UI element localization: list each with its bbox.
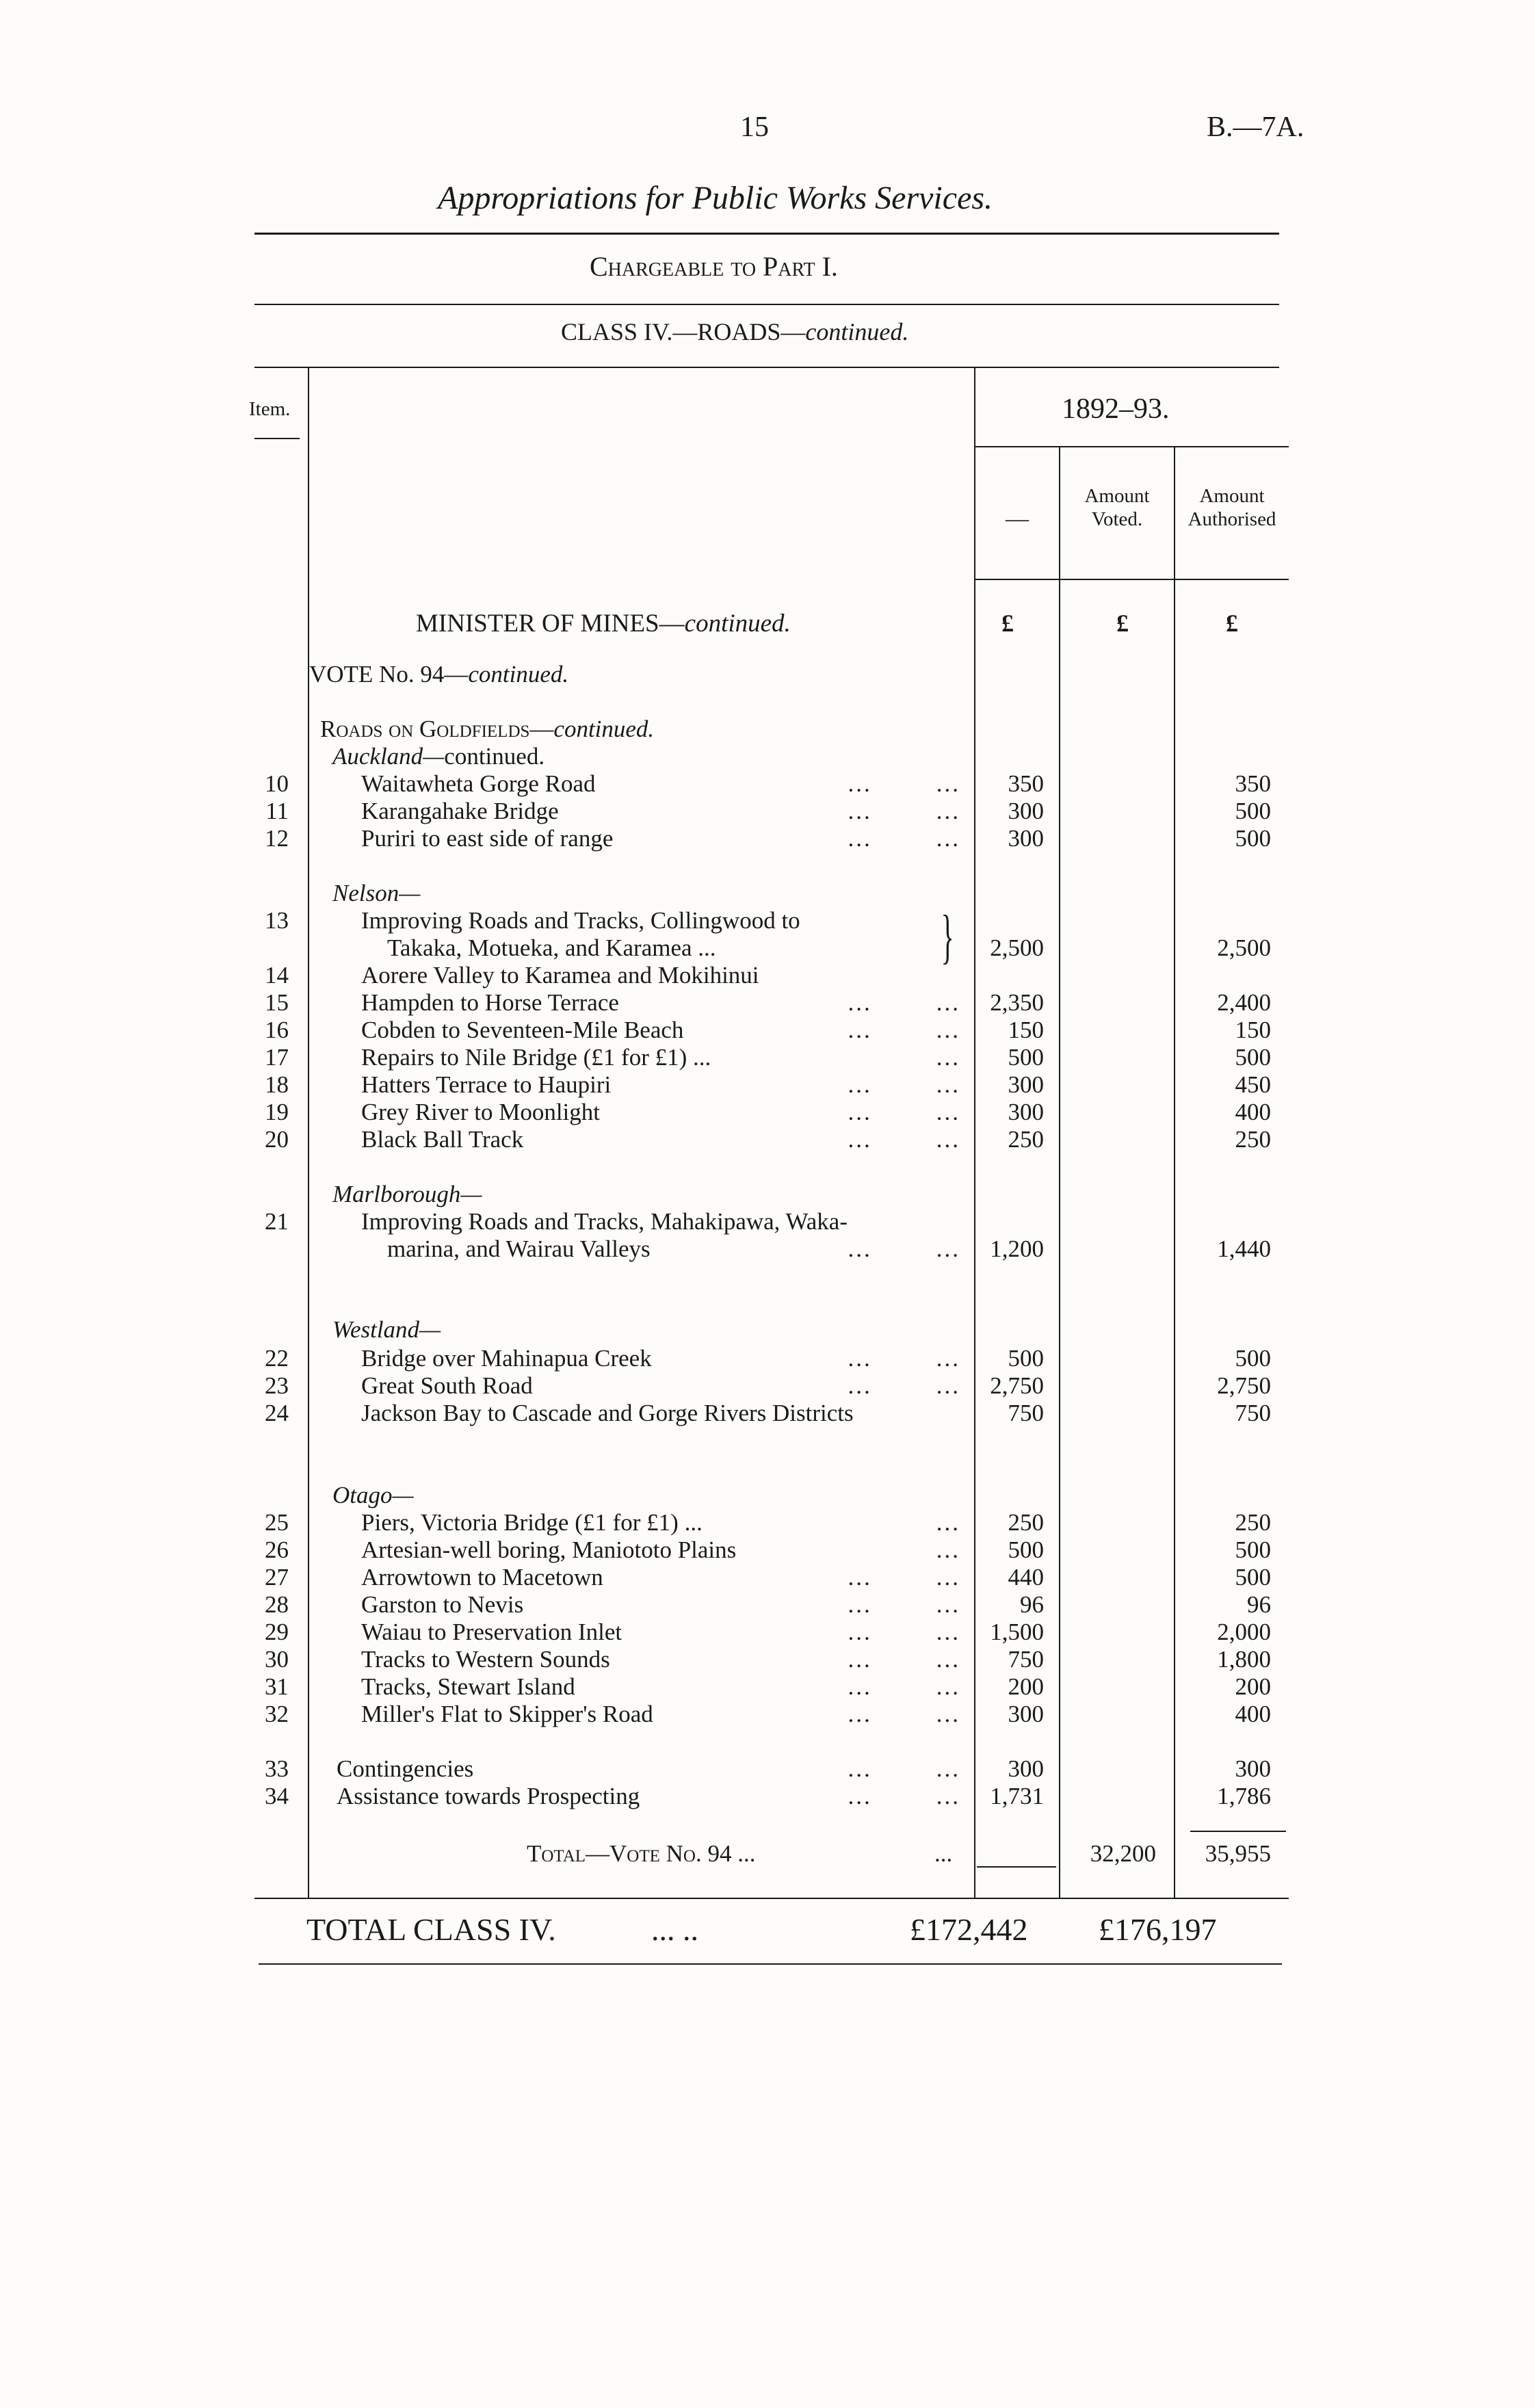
row-amount-authorised: 500 <box>1235 798 1271 824</box>
row-leader-dots: ... ... <box>848 1673 960 1700</box>
row-description: Hampden to Horse Terrace <box>361 989 619 1016</box>
row-description: Puriri to east side of range <box>361 825 614 852</box>
row-description: Takaka, Motueka, and Karamea ... <box>387 934 716 961</box>
vote-total-rule-c3 <box>1190 1831 1286 1832</box>
row-amount-col1: 500 <box>1008 1044 1044 1071</box>
row-amount-authorised: 250 <box>1235 1509 1271 1536</box>
vote-total-voted: 32,200 <box>1090 1840 1156 1867</box>
row-amount-authorised: 2,500 <box>1217 934 1271 961</box>
vote-total-authorised: 35,955 <box>1205 1840 1271 1867</box>
row-description: Grey River to Moonlight <box>361 1099 600 1125</box>
row-amount-authorised: 500 <box>1235 1345 1271 1372</box>
row-description: marina, and Wairau Valleys <box>387 1235 651 1262</box>
row-amount-authorised: 750 <box>1235 1400 1271 1426</box>
class-heading <box>561 317 908 346</box>
column-header-c1: — <box>1006 506 1029 532</box>
row-leader-dots: ... ... <box>848 1564 960 1591</box>
class-total-dots: ... .. <box>651 1912 698 1947</box>
row-description: Improving Roads and Tracks, Collingwood to <box>361 907 800 934</box>
otago-heading: Otago— <box>332 1482 414 1508</box>
row-amount-col1: 200 <box>1008 1673 1044 1700</box>
row-item-number: 18 <box>265 1071 289 1098</box>
row-item-number: 16 <box>265 1017 289 1043</box>
row-amount-authorised: 400 <box>1235 1099 1271 1125</box>
class-heading-suffix: continued. <box>805 318 909 345</box>
row-amount-col1: 2,350 <box>990 989 1044 1016</box>
row-item-number: 32 <box>265 1701 289 1727</box>
authorised-line1: Amount <box>1199 485 1265 507</box>
rule-class-total-bottom <box>259 1963 1282 1965</box>
row-description: Artesian-well boring, Maniototo Plains <box>361 1536 737 1563</box>
row-amount-authorised: 250 <box>1235 1126 1271 1153</box>
column-header-authorised <box>1175 484 1289 531</box>
row-amount-col1: 1,200 <box>990 1235 1044 1262</box>
row-description: Jackson Bay to Cascade and Gorge Rivers Districts <box>361 1400 854 1426</box>
row-amount-authorised: 1,786 <box>1217 1783 1271 1809</box>
row-item-number: 30 <box>265 1646 289 1673</box>
row-amount-col1: 300 <box>1008 1755 1044 1782</box>
row-amount-col1: 250 <box>1008 1509 1044 1536</box>
row-item-number: 20 <box>265 1126 289 1153</box>
marlborough-heading: Marlborough— <box>332 1181 482 1207</box>
voted-line1: Amount <box>1084 485 1150 507</box>
col-divider-item <box>308 368 309 1898</box>
auckland-suffix: continued. <box>444 743 545 770</box>
row-amount-col1: 750 <box>1008 1400 1044 1426</box>
row-amount-authorised: 1,440 <box>1217 1235 1271 1262</box>
row-leader-dots: ... ... <box>848 1783 960 1809</box>
row-item-number: 28 <box>265 1591 289 1618</box>
row-leader-dots: ... ... <box>848 825 960 852</box>
header-bottom-rule <box>974 579 1289 580</box>
row-description: Miller's Flat to Skipper's Road <box>361 1701 653 1727</box>
row-amount-col1: 500 <box>1008 1536 1044 1563</box>
row-amount-col1: 2,500 <box>990 934 1044 961</box>
row-item-number: 21 <box>265 1208 289 1235</box>
vote-total-dots: ... <box>934 1840 953 1867</box>
row-description: Arrowtown to Macetown <box>361 1564 603 1591</box>
row-leader-dots: ... ... <box>848 798 960 824</box>
row-item-number: 27 <box>265 1564 289 1591</box>
row-amount-authorised: 450 <box>1235 1071 1271 1098</box>
roads-heading <box>320 716 654 743</box>
row-amount-col1: 300 <box>1008 1099 1044 1125</box>
column-header-item: Item. <box>249 398 291 420</box>
authorised-line2: Authorised <box>1188 508 1276 530</box>
row-description: Tracks to Western Sounds <box>361 1646 610 1673</box>
row-amount-col1: 500 <box>1008 1345 1044 1372</box>
row-leader-dots: ... ... <box>848 1619 960 1645</box>
row-leader-dots: ... ... <box>848 1372 960 1399</box>
row-description: Great South Road <box>361 1372 533 1399</box>
minister-heading <box>416 609 791 638</box>
rule-table-bottom <box>254 1898 1289 1899</box>
row-amount-authorised: 96 <box>1247 1591 1271 1618</box>
row-amount-authorised: 2,000 <box>1217 1619 1271 1645</box>
row-leader-dots: ... ... <box>848 770 960 797</box>
vote-total-rule-c1 <box>977 1866 1056 1868</box>
roads-text: Roads on Goldfields— <box>320 716 554 742</box>
row-description: Improving Roads and Tracks, Mahakipawa, Waka- <box>361 1208 848 1235</box>
row-leader-dots: ... ... <box>848 989 960 1016</box>
row-leader-dots: ... <box>936 1536 960 1563</box>
col-divider-c1 <box>1059 447 1060 1898</box>
row-item-number: 26 <box>265 1536 289 1563</box>
row-amount-col1: 2,750 <box>990 1372 1044 1399</box>
rule-class <box>254 367 1279 368</box>
row-description: Assistance towards Prospecting <box>337 1783 640 1809</box>
row-description: Contingencies <box>337 1755 474 1782</box>
row-leader-dots: ... ... <box>848 1646 960 1673</box>
row-item-number: 22 <box>265 1345 289 1372</box>
column-header-voted <box>1067 484 1167 531</box>
row-amount-col1: 1,500 <box>990 1619 1044 1645</box>
row-leader-dots: ... ... <box>848 1071 960 1098</box>
row-amount-col1: 300 <box>1008 825 1044 852</box>
row-amount-col1: 750 <box>1008 1646 1044 1673</box>
row-leader-dots: ... <box>936 1044 960 1071</box>
row-amount-col1: 96 <box>1020 1591 1044 1618</box>
row-item-number: 33 <box>265 1755 289 1782</box>
minister-text: MINISTER OF MINES— <box>416 610 685 638</box>
item-header-rule <box>254 438 300 439</box>
row-amount-authorised: 500 <box>1235 1044 1271 1071</box>
row-amount-col1: 350 <box>1008 770 1044 797</box>
row-leader-dots: ... ... <box>848 1235 960 1262</box>
row-item-number: 14 <box>265 962 289 989</box>
row-leader-dots: ... <box>936 1509 960 1536</box>
row-item-number: 17 <box>265 1044 289 1071</box>
row-item-number: 34 <box>265 1783 289 1809</box>
row-description: Hatters Terrace to Haupiri <box>361 1071 612 1098</box>
row-amount-col1: 300 <box>1008 798 1044 824</box>
document-reference: B.—7A. <box>1207 112 1304 143</box>
row-item-number: 10 <box>265 770 289 797</box>
page-number: 15 <box>740 112 769 143</box>
row-amount-authorised: 200 <box>1235 1673 1271 1700</box>
voted-line2: Voted. <box>1091 508 1143 530</box>
row-amount-authorised: 500 <box>1235 825 1271 852</box>
rule-top <box>254 233 1279 235</box>
class-heading-text: CLASS IV.—ROADS— <box>561 318 806 345</box>
nelson-heading: Nelson— <box>332 880 421 906</box>
row-item-number: 12 <box>265 825 289 852</box>
row-description: Garston to Nevis <box>361 1591 524 1618</box>
class-total-label: TOTAL CLASS IV. <box>306 1912 556 1947</box>
vote-text: VOTE No. 94— <box>309 661 469 688</box>
row-description: Karangahake Bridge <box>361 798 559 824</box>
row-item-number: 13 <box>265 907 289 934</box>
row-leader-dots: ... ... <box>848 1099 960 1125</box>
row-leader-dots: ... ... <box>848 1755 960 1782</box>
class-total-voted: £172,442 <box>910 1912 1028 1947</box>
row-amount-col1: 1,731 <box>990 1783 1044 1809</box>
class-total-authorised: £176,197 <box>1099 1912 1217 1947</box>
row-item-number: 31 <box>265 1673 289 1700</box>
row-description: Black Ball Track <box>361 1126 524 1153</box>
row-amount-authorised: 500 <box>1235 1536 1271 1563</box>
row-amount-col1: 150 <box>1008 1017 1044 1043</box>
brace-icon: } <box>941 904 954 970</box>
col-divider-c2 <box>1174 447 1175 1898</box>
row-leader-dots: ... ... <box>848 1126 960 1153</box>
row-amount-authorised: 300 <box>1235 1755 1271 1782</box>
row-description: Waitawheta Gorge Road <box>361 770 596 797</box>
row-amount-authorised: 2,400 <box>1217 989 1271 1016</box>
row-item-number: 23 <box>265 1372 289 1399</box>
vote-heading <box>309 661 568 688</box>
row-description: Waiau to Preservation Inlet <box>361 1619 622 1645</box>
row-description: Cobden to Seventeen-Mile Beach <box>361 1017 684 1043</box>
roads-suffix: continued. <box>553 716 655 742</box>
auckland-text: Auckland— <box>332 743 445 770</box>
row-leader-dots: ... ... <box>848 1017 960 1043</box>
currency-c2: £ <box>1116 610 1129 637</box>
minister-suffix: continued. <box>684 610 791 638</box>
row-amount-col1: 300 <box>1008 1701 1044 1727</box>
row-description: Tracks, Stewart Island <box>361 1673 575 1700</box>
row-item-number: 19 <box>265 1099 289 1125</box>
row-amount-authorised: 2,750 <box>1217 1372 1271 1399</box>
row-item-number: 29 <box>265 1619 289 1645</box>
westland-heading: Westland— <box>332 1316 441 1343</box>
currency-c1: £ <box>1001 610 1014 637</box>
chargeable-heading: Chargeable to Part I. <box>590 251 838 282</box>
row-item-number: 25 <box>265 1509 289 1536</box>
year-header-rule <box>974 446 1289 447</box>
row-amount-authorised: 350 <box>1235 770 1271 797</box>
row-leader-dots: ... ... <box>848 1591 960 1618</box>
row-description: Bridge over Mahinapua Creek <box>361 1345 652 1372</box>
row-description: Aorere Valley to Karamea and Mokihinui <box>361 962 759 989</box>
row-amount-authorised: 1,800 <box>1217 1646 1271 1673</box>
row-amount-col1: 300 <box>1008 1071 1044 1098</box>
row-amount-col1: 440 <box>1008 1564 1044 1591</box>
row-item-number: 11 <box>265 798 289 824</box>
vote-suffix: continued. <box>468 661 569 688</box>
row-description: Piers, Victoria Bridge (£1 for £1) ... <box>361 1509 703 1536</box>
currency-c3: £ <box>1226 610 1238 637</box>
auckland-heading <box>332 743 545 770</box>
rule-chargeable <box>254 304 1279 305</box>
column-header-year: 1892–93. <box>1062 393 1170 425</box>
page-title: Appropriations for Public Works Services. <box>438 180 993 216</box>
row-description: Repairs to Nile Bridge (£1 for £1) ... <box>361 1044 711 1071</box>
row-amount-authorised: 500 <box>1235 1564 1271 1591</box>
vote-total-label: Total—Vote No. 94 ... <box>527 1840 756 1867</box>
row-amount-col1: 250 <box>1008 1126 1044 1153</box>
row-amount-authorised: 400 <box>1235 1701 1271 1727</box>
row-item-number: 15 <box>265 989 289 1016</box>
row-leader-dots: ... ... <box>848 1345 960 1372</box>
row-item-number: 24 <box>265 1400 289 1426</box>
row-amount-authorised: 150 <box>1235 1017 1271 1043</box>
row-leader-dots: ... ... <box>848 1701 960 1727</box>
